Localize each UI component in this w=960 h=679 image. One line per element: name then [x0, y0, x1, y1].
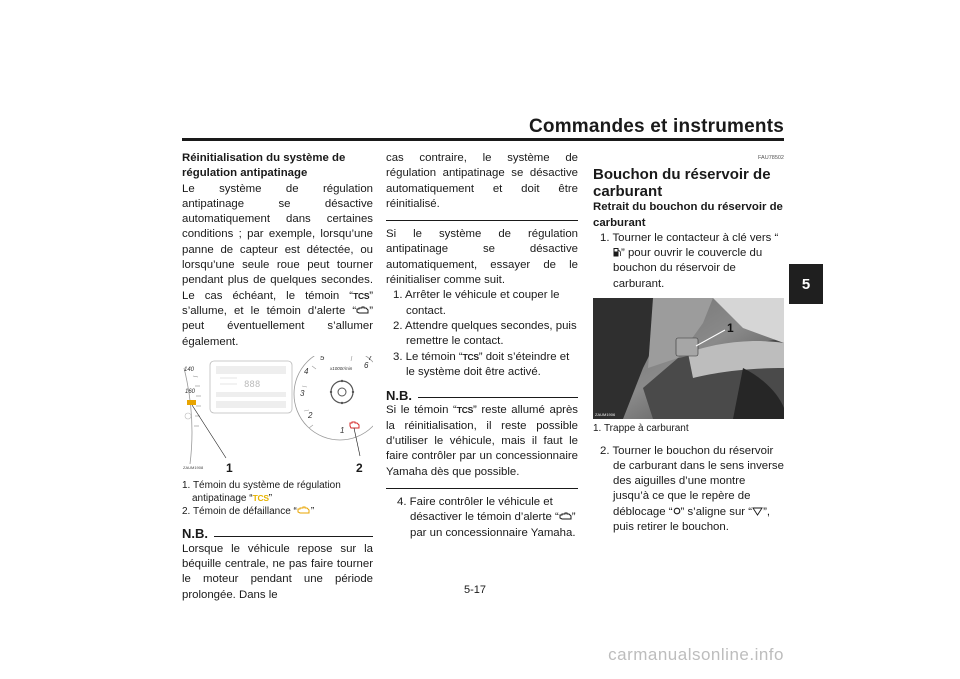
- tach-scale-label: 6: [364, 360, 369, 370]
- caption-item-2: [182, 506, 373, 519]
- caption-item-1: [182, 480, 373, 506]
- page-title: Commandes et instruments: [528, 116, 784, 137]
- subheading-tcs-reset: Réinitialisation du système de régulation antipatinage: [182, 152, 346, 180]
- text-segment: ” reste allumé après la réinitialisation, il reste possible d’utiliser le véhicule, mais il faut le faire contrôler par un concessionnaire Yamaha dès que possible.: [386, 404, 578, 478]
- callout-1: 1: [226, 460, 233, 475]
- header-rule: [182, 138, 784, 141]
- paragraph-tcs-intro: [182, 182, 373, 350]
- lcd-digits: 888: [244, 379, 261, 390]
- engine-warning-icon: [559, 512, 572, 521]
- text-segment: ”: [268, 493, 273, 505]
- tcs-indicator-icon: TCS: [353, 290, 370, 301]
- note-heading: [386, 388, 578, 403]
- text-segment: 2. Témoin de défaillance “: [182, 505, 297, 517]
- note-rule: [214, 536, 373, 537]
- tach-scale-label: 4: [304, 366, 309, 376]
- step-2: [593, 444, 784, 536]
- text-segment: 4. Faire contrôler le véhicule et désactiver le témoin d’alerte “: [397, 495, 559, 524]
- divider-rule: [386, 220, 578, 221]
- text-segment: ” peut éventuellement s’allumer également.: [182, 304, 373, 348]
- tach-scale-label: 1: [340, 425, 345, 435]
- watermark[interactable]: carmanualsonline.info: [608, 645, 784, 664]
- speed-scale-label: 140: [184, 366, 195, 373]
- text-segment: 1. Tourner le contacteur à clé vers “: [600, 231, 779, 244]
- tach-unit-label: x1000r/min: [330, 365, 353, 371]
- tcs-indicator-icon: TCS: [462, 351, 479, 362]
- text-segment: Si le témoin “: [386, 404, 457, 417]
- callout-2: 2: [356, 460, 363, 475]
- text-segment: ” par un concessionnaire Yamaha.: [410, 511, 576, 539]
- chapter-tab[interactable]: 5: [789, 264, 823, 304]
- instrument-cluster-illustration: [182, 356, 373, 476]
- subheading-fuel-cap: Retrait du bouchon du réservoir de carburant: [593, 201, 783, 229]
- tcs-indicator-icon: TCS: [252, 493, 269, 504]
- note-text: Lorsque le véhicule repose sur la béquille centrale, ne pas faire tourner le moteur pendant une période prolongée. Dans le: [182, 542, 373, 601]
- step-2: 2. Attendre quelques secondes, puis remettre le contact.: [393, 319, 577, 348]
- fuel-lid-photo: [593, 298, 784, 419]
- text-segment: Le système de régulation antipatinage se désactive automatiquement dans certaines conditions ; par exemple, lorsqu’une panne de capteur est détectée, ou lorsqu’une seule roue peut tourner pendant plus de quelques secondes. Le cas échéant, le témoin “: [182, 182, 373, 302]
- paragraph-reset-intro: Si le système de régulation antipatinage se désactive automatiquement, essayer de le réinitialiser comme suit.: [386, 228, 578, 287]
- speed-scale-label: 160: [185, 388, 196, 395]
- callout-1: 1: [727, 321, 734, 336]
- tcs-indicator-icon: TCS: [456, 405, 473, 416]
- note-label: N.B.: [182, 526, 208, 542]
- note-block: [386, 388, 578, 489]
- section-title: Bouchon du réservoir de carburant: [593, 166, 771, 201]
- note-rule: [418, 397, 578, 398]
- column-2: [386, 151, 578, 541]
- tach-scale-label: 7: [368, 355, 373, 362]
- unlock-mark-icon: [673, 507, 681, 515]
- paragraph-continued: cas contraire, le système de régulation antipatinage se désactive automatiquement et doit être réinitialisé.: [386, 152, 578, 210]
- column-1: [182, 151, 373, 603]
- tach-scale-label: 5: [320, 355, 325, 362]
- text-segment: 1. Témoin du système de régulation antipatinage “: [182, 479, 341, 505]
- column-3: [593, 151, 784, 535]
- note-heading: [182, 526, 373, 541]
- step-4: [386, 495, 578, 541]
- text-segment: ” pour ouvrir le couvercle du bouchon du réservoir de carburant.: [613, 247, 763, 290]
- text-segment: 3. Le témoin “: [393, 350, 463, 363]
- step-1: [593, 231, 784, 292]
- text-segment: ” doit s’éteindre et le système doit être activé.: [406, 350, 570, 378]
- note-label: N.B.: [386, 388, 412, 404]
- tach-scale-label: 2: [308, 410, 313, 420]
- section-code: FAU78502: [758, 155, 784, 161]
- note-text: [386, 403, 578, 479]
- tach-scale-label: 3: [300, 388, 305, 398]
- meter-figure: [182, 356, 373, 476]
- text-segment: ” s’aligne sur “: [680, 505, 753, 518]
- note-block: [182, 526, 373, 602]
- step-3: [386, 350, 578, 381]
- figure-caption: [182, 480, 373, 519]
- text-segment: ”: [310, 505, 315, 517]
- page-number: 5-17: [464, 584, 487, 596]
- note-end-rule: [386, 488, 578, 489]
- triangle-mark-icon: [752, 507, 763, 516]
- text-segment: ” s’allume, et le témoin d’alerte “: [182, 289, 373, 317]
- fuel-pump-icon: [613, 247, 621, 257]
- text-segment: ”, puis retirer le bouchon.: [613, 505, 771, 534]
- step-1: 1. Arrêter le véhicule et couper le contact.: [393, 289, 560, 317]
- figure-id: ZAUM1906: [595, 412, 616, 418]
- figure-id: ZAUM1908: [183, 464, 204, 470]
- figure-caption: 1. Trappe à carburant: [593, 423, 689, 435]
- fuel-lid-figure: [593, 298, 784, 419]
- engine-warning-icon: [356, 306, 369, 315]
- text-segment: 2. Tourner le bouchon du réservoir de carburant dans le sens inverse des aiguilles d’une montre jusqu’à ce que le repère de déblocage “: [600, 444, 784, 518]
- engine-warning-icon: [297, 506, 311, 514]
